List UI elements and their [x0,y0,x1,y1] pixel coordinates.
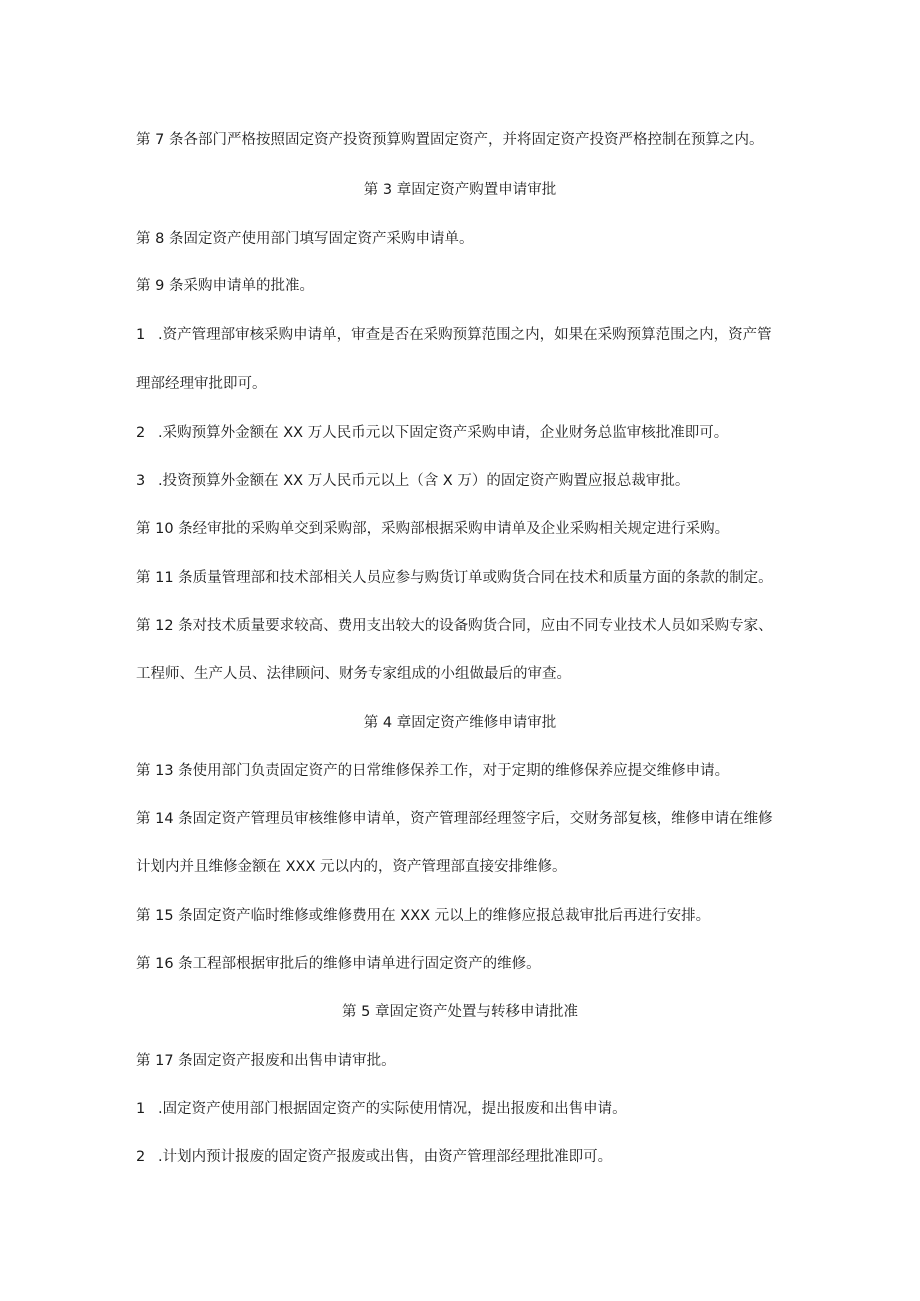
article-14: 第 14 条固定资产管理员审核维修申请单，资产管理部经理签字后，交财务部复核，维修申请在维修 [136,811,773,827]
chapter-3-heading: 第 3 章固定资产购置申请审批 [363,182,557,198]
article-11: 第 11 条质量管理部和技术部相关人员应参与购货订单或购货合同在技术和质量方面的条款的制定。 [136,570,773,586]
article-9: 第 9 条采购申请单的批准。 [136,278,314,294]
item-text: .计划内预计报废的固定资产报废或出售，由资产管理部经理批准即可。 [158,1149,613,1165]
item-text: .固定资产使用部门根据固定资产的实际使用情况，提出报废和出售申请。 [158,1101,627,1117]
chapter-4-heading: 第 4 章固定资产维修申请审批 [363,715,557,731]
article-14-continued: 计划内并且维修金额在 XXX 元以内的，资产管理部直接安排维修。 [136,859,567,875]
article-15: 第 15 条固定资产临时维修或维修费用在 XXX 元以上的维修应报总裁审批后再进行安排。 [136,908,711,924]
article-12: 第 12 条对技术质量要求较高、费用支出较大的设备购货合同，应由不同专业技术人员如采购专家、 [136,618,773,634]
item-number: 2 [136,1149,146,1165]
item-text: .资产管理部审核采购申请单，审查是否在采购预算范围之内，如果在采购预算范围之内，资产管 [158,327,772,343]
item-number: 1 [136,327,146,343]
item-text: .投资预算外金额在 XX 万人民币元以上（含 X 万）的固定资产购置应报总裁审批。 [158,473,690,489]
article-8: 第 8 条固定资产使用部门填写固定资产采购申请单。 [136,231,474,247]
article-9-item-2 [136,423,728,443]
article-10: 第 10 条经审批的采购单交到采购部，采购部根据采购申请单及企业采购相关规定进行采购。 [136,521,730,537]
article-12-continued: 工程师、生产人员、法律顾问、财务专家组成的小组做最后的审查。 [136,666,571,682]
item-number: 2 [136,425,146,441]
chapter-5-heading: 第 5 章固定资产处置与转移申请批准 [342,1004,578,1020]
item-number: 1 [136,1101,146,1117]
article-17-item-2 [136,1147,612,1167]
article-16: 第 16 条工程部根据审批后的维修申请单进行固定资产的维修。 [136,956,541,972]
item-number: 3 [136,473,146,489]
article-17: 第 17 条固定资产报废和出售申请审批。 [136,1053,396,1069]
article-17-item-1 [136,1099,627,1119]
article-9-item-1 [136,325,772,345]
article-9-item-1-continued: 理部经理审批即可。 [136,376,267,392]
item-text: .采购预算外金额在 XX 万人民币元以下固定资产采购申请，企业财务总监审核批准即可。 [158,425,729,441]
article-7: 第 7 条各部门严格按照固定资产投资预算购置固定资产，并将固定资产投资严格控制在预算之内。 [136,132,764,148]
article-9-item-3 [136,471,689,491]
article-13: 第 13 条使用部门负责固定资产的日常维修保养工作，对于定期的维修保养应提交维修申请。 [136,763,730,779]
